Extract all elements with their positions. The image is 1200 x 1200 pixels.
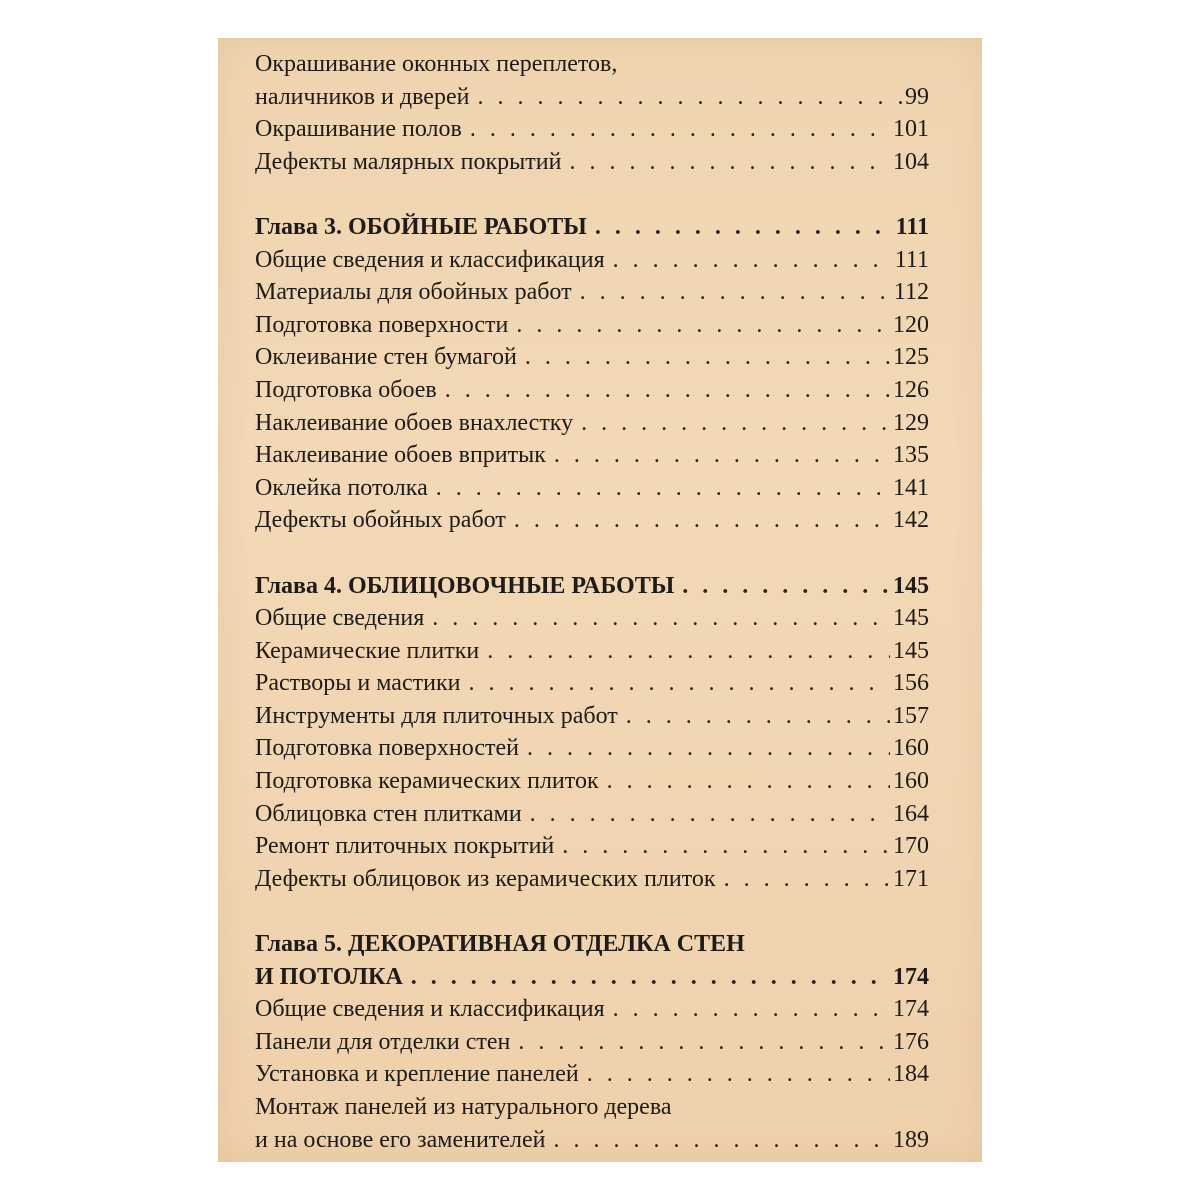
toc-page-number: 120 — [893, 311, 929, 338]
toc-dot-leader — [530, 798, 890, 831]
toc-dot-leader — [682, 570, 890, 603]
toc-dot-leader — [580, 276, 891, 309]
toc-page-number: 164 — [893, 800, 929, 827]
toc-entry-title: Оклеивание стен бумагой — [255, 344, 517, 371]
toc-page-number: 171 — [893, 865, 929, 892]
toc-dot-leader — [525, 341, 890, 374]
toc-entry-title: Монтаж панелей из натурального дерева — [255, 1094, 672, 1120]
toc-dot-leader — [613, 244, 892, 277]
toc-entry — [255, 1091, 929, 1124]
toc-dot-leader — [607, 765, 890, 798]
toc-page-number: 157 — [893, 702, 929, 729]
toc-entry — [255, 798, 929, 831]
toc-dot-leader — [554, 439, 890, 472]
toc-entry-title: Общие сведения и классификация — [255, 246, 605, 273]
toc-page-number: 145 — [893, 637, 929, 664]
toc-entry — [255, 81, 929, 114]
toc-entry — [255, 1124, 929, 1157]
toc-dot-leader — [468, 667, 890, 700]
toc-chapter-heading — [255, 928, 929, 961]
toc-entry-title: Растворы и мастики — [255, 670, 461, 697]
toc-entry — [255, 1026, 929, 1059]
toc-dot-leader — [470, 113, 890, 146]
toc-page-number: 99 — [905, 83, 929, 110]
toc-dot-leader — [445, 374, 890, 407]
toc-page-number: 160 — [893, 735, 929, 762]
toc-entry — [255, 765, 929, 798]
toc-entry-title: Установка и крепление панелей — [255, 1061, 579, 1088]
toc-entry — [255, 48, 929, 81]
toc-page-number: 170 — [893, 833, 929, 860]
toc-entry-title: Глава 3. ОБОЙНЫЕ РАБОТЫ — [255, 213, 587, 240]
toc-entry — [255, 407, 929, 440]
toc-entry — [255, 830, 929, 863]
toc-entry-title: Подготовка поверхности — [255, 311, 509, 338]
toc-dot-leader — [553, 1124, 890, 1157]
toc-page-number: 101 — [893, 116, 929, 143]
toc-entry-title: Дефекты обойных работ — [255, 507, 506, 534]
toc-dot-leader — [411, 961, 890, 994]
toc-dot-leader — [516, 309, 890, 342]
toc-page-number: 174 — [893, 996, 929, 1023]
toc-page-number: 111 — [894, 246, 929, 273]
toc-entry — [255, 341, 929, 374]
toc-entry-title: Керамические плитки — [255, 637, 480, 664]
toc-page-number: 145 — [893, 572, 929, 599]
toc-page-number: 129 — [893, 409, 929, 436]
toc-dot-leader — [562, 830, 890, 863]
toc-page-number: 174 — [893, 963, 929, 990]
toc-entry — [255, 732, 929, 765]
toc-dot-leader — [724, 863, 890, 896]
toc-entry — [255, 276, 929, 309]
toc-page-number: 125 — [893, 344, 929, 371]
toc-entry — [255, 602, 929, 635]
toc-page-number: 160 — [893, 768, 929, 795]
toc-entry-title: Окрашивание оконных переплетов, — [255, 51, 618, 77]
section-gap — [255, 537, 929, 570]
toc-entry-title: Глава 4. ОБЛИЦОВОЧНЫЕ РАБОТЫ — [255, 572, 675, 599]
toc-dot-leader — [432, 602, 890, 635]
toc-entry-title: Общие сведения — [255, 605, 425, 632]
toc-entry — [255, 667, 929, 700]
toc-entry — [255, 374, 929, 407]
toc-dot-leader — [487, 635, 890, 668]
toc-dot-leader — [626, 700, 890, 733]
toc-entry-title: Наклеивание обоев внахлестку — [255, 409, 574, 436]
toc-page-number: 112 — [893, 279, 929, 306]
toc-entry-title: наличников и дверей — [255, 83, 470, 110]
toc-dot-leader — [477, 81, 902, 114]
toc-entry — [255, 146, 929, 179]
toc-entry — [255, 472, 929, 505]
toc-entry-title: и на основе его заменителей — [255, 1126, 546, 1153]
toc-entry-title: Оклейка потолка — [255, 474, 428, 501]
toc-chapter-heading — [255, 211, 929, 244]
toc-dot-leader — [518, 1026, 890, 1059]
toc-dot-leader — [514, 504, 890, 537]
toc-entry-title: Глава 5. ДЕКОРАТИВНАЯ ОТДЕЛКА СТЕН — [255, 931, 745, 958]
toc-entry — [255, 1058, 929, 1091]
toc-entry-title: Облицовка стен плитками — [255, 800, 522, 827]
toc-entry-title: Подготовка поверхностей — [255, 735, 519, 762]
toc-chapter-heading — [255, 570, 929, 603]
toc-page-number: 141 — [893, 474, 929, 501]
toc-dot-leader — [581, 407, 890, 440]
toc-page-number: 189 — [893, 1126, 929, 1153]
toc-page-number: 111 — [895, 213, 929, 240]
section-gap — [255, 178, 929, 211]
toc-entry-title: Окрашивание полов — [255, 116, 462, 143]
section-gap — [255, 895, 929, 928]
toc-page-number: 126 — [893, 376, 929, 403]
toc-dot-leader — [527, 732, 890, 765]
toc-entry-title: Ремонт плиточных покрытий — [255, 833, 555, 860]
toc-entry-title: Дефекты малярных покрытий — [255, 148, 562, 175]
toc-entry-title: И ПОТОЛКА — [255, 963, 403, 990]
toc-entry-title: Инструменты для плиточных работ — [255, 702, 618, 729]
toc-entry-title: Подготовка обоев — [255, 376, 437, 403]
toc-dot-leader — [595, 211, 893, 244]
toc-entry — [255, 504, 929, 537]
toc-entry — [255, 863, 929, 896]
table-of-contents — [255, 48, 929, 1156]
toc-entry-title: Наклеивание обоев впритык — [255, 442, 546, 469]
toc-page-number: 184 — [893, 1061, 929, 1088]
toc-page-number: 104 — [893, 148, 929, 175]
toc-entry — [255, 439, 929, 472]
toc-entry-title: Материалы для обойных работ — [255, 279, 572, 306]
toc-entry — [255, 635, 929, 668]
toc-entry — [255, 244, 929, 277]
toc-entry — [255, 700, 929, 733]
toc-dot-leader — [587, 1058, 890, 1091]
toc-entry-title: Дефекты облицовок из керамических плиток — [255, 865, 716, 892]
toc-entry — [255, 309, 929, 342]
toc-page-number: 145 — [893, 605, 929, 632]
toc-chapter-heading — [255, 961, 929, 994]
toc-dot-leader — [436, 472, 890, 505]
toc-page-number: 156 — [893, 670, 929, 697]
toc-dot-leader — [569, 146, 890, 179]
toc-entry-title: Подготовка керамических плиток — [255, 768, 599, 795]
toc-entry — [255, 113, 929, 146]
toc-entry-title: Общие сведения и классификация — [255, 996, 605, 1023]
toc-page-number: 142 — [893, 507, 929, 534]
toc-page-number: 135 — [893, 442, 929, 469]
toc-page-number: 176 — [893, 1028, 929, 1055]
toc-entry-title: Панели для отделки стен — [255, 1028, 511, 1055]
toc-dot-leader — [613, 993, 890, 1026]
toc-entry — [255, 993, 929, 1026]
